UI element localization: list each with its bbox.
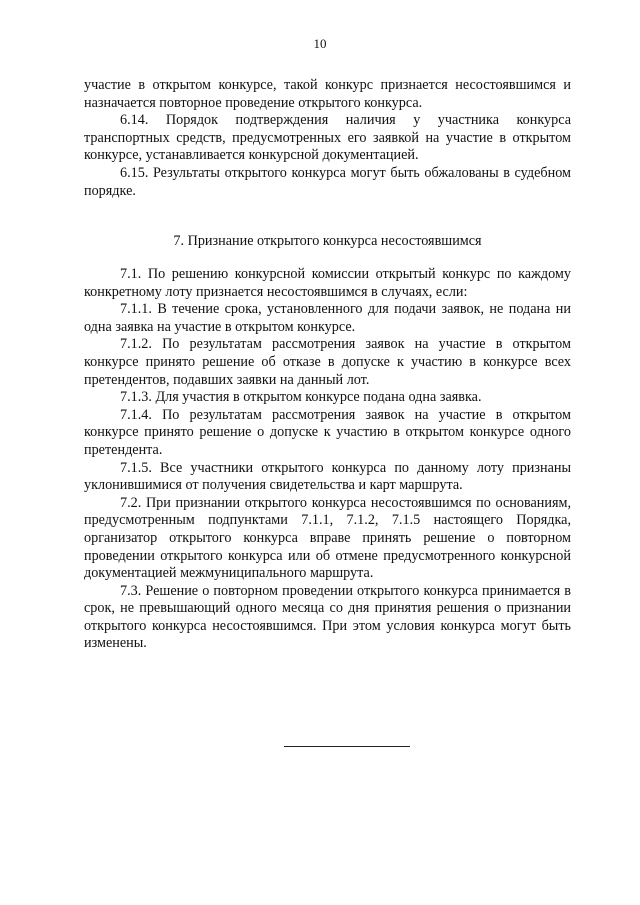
paragraph-6-14: 6.14. Порядок подтверждения наличия у участника конкурса транспортных средств, предусмотренных его заявкой на участие в открытом конкурсе, устанавливается конкурсной документацией. (84, 112, 571, 164)
paragraph-7-1: 7.1. По решению конкурсной комиссии открытый конкурс по каждому конкретному лоту признается несостоявшимся в случаях, если: (84, 266, 571, 300)
end-divider (284, 746, 410, 747)
paragraph-7-1-5: 7.1.5. Все участники открытого конкурса по данному лоту признаны уклонившимися от получения свидетельства и карт маршрута. (84, 459, 571, 494)
section-heading: 7. Признание открытого конкурса несостоявшимся (173, 233, 482, 249)
paragraph-7-1-1: 7.1.1. В течение срока, установленного для подачи заявок, не подана ни одна заявка на участие в открытом конкурсе. (84, 301, 571, 335)
paragraph-7-1-3: 7.1.3. Для участия в открытом конкурсе подана одна заявка. (120, 389, 482, 406)
page-number: 10 (313, 36, 327, 51)
paragraph-7-2: 7.2. При признании открытого конкурса несостоявшимся по основаниям, предусмотренным подпунктами 7.1.1, 7.1.2, 7.1.5 настоящего Порядка, организатор открытого конкурса вправе принять решение о повторном проведении открытого конкурса или об отмене предусмотренного конкурсной документацией межмуниципального маршрута. (84, 494, 571, 582)
paragraph-continuation: участие в открытом конкурсе, такой конкурс признается несостоявшимся и назначается повторное проведение открытого конкурса. (84, 77, 571, 111)
paragraph-7-1-4: 7.1.4. По результатам рассмотрения заявок на участие в открытом конкурсе принято решение о допуске к участию в открытом конкурсе одного претендента. (84, 406, 571, 458)
section-text-block (84, 266, 571, 653)
paragraph-6-15: 6.15. Результаты открытого конкурса могут быть обжалованы в судебном порядке. (84, 164, 571, 199)
top-text-block (84, 77, 571, 200)
paragraph-7-1-2: 7.1.2. По результатам рассмотрения заявок на участие в открытом конкурсе принято решение об отказе в допуске к участию в конкурсе всех претендентов, подавших заявки на данный лот. (84, 336, 571, 388)
paragraph-7-3: 7.3. Решение о повторном проведении открытого конкурса принимается в срок, не превышающий одного месяца со дня принятия решения о признании открытого конкурса несостоявшимся. При этом условия конкурса могут быть изменены. (84, 582, 571, 652)
